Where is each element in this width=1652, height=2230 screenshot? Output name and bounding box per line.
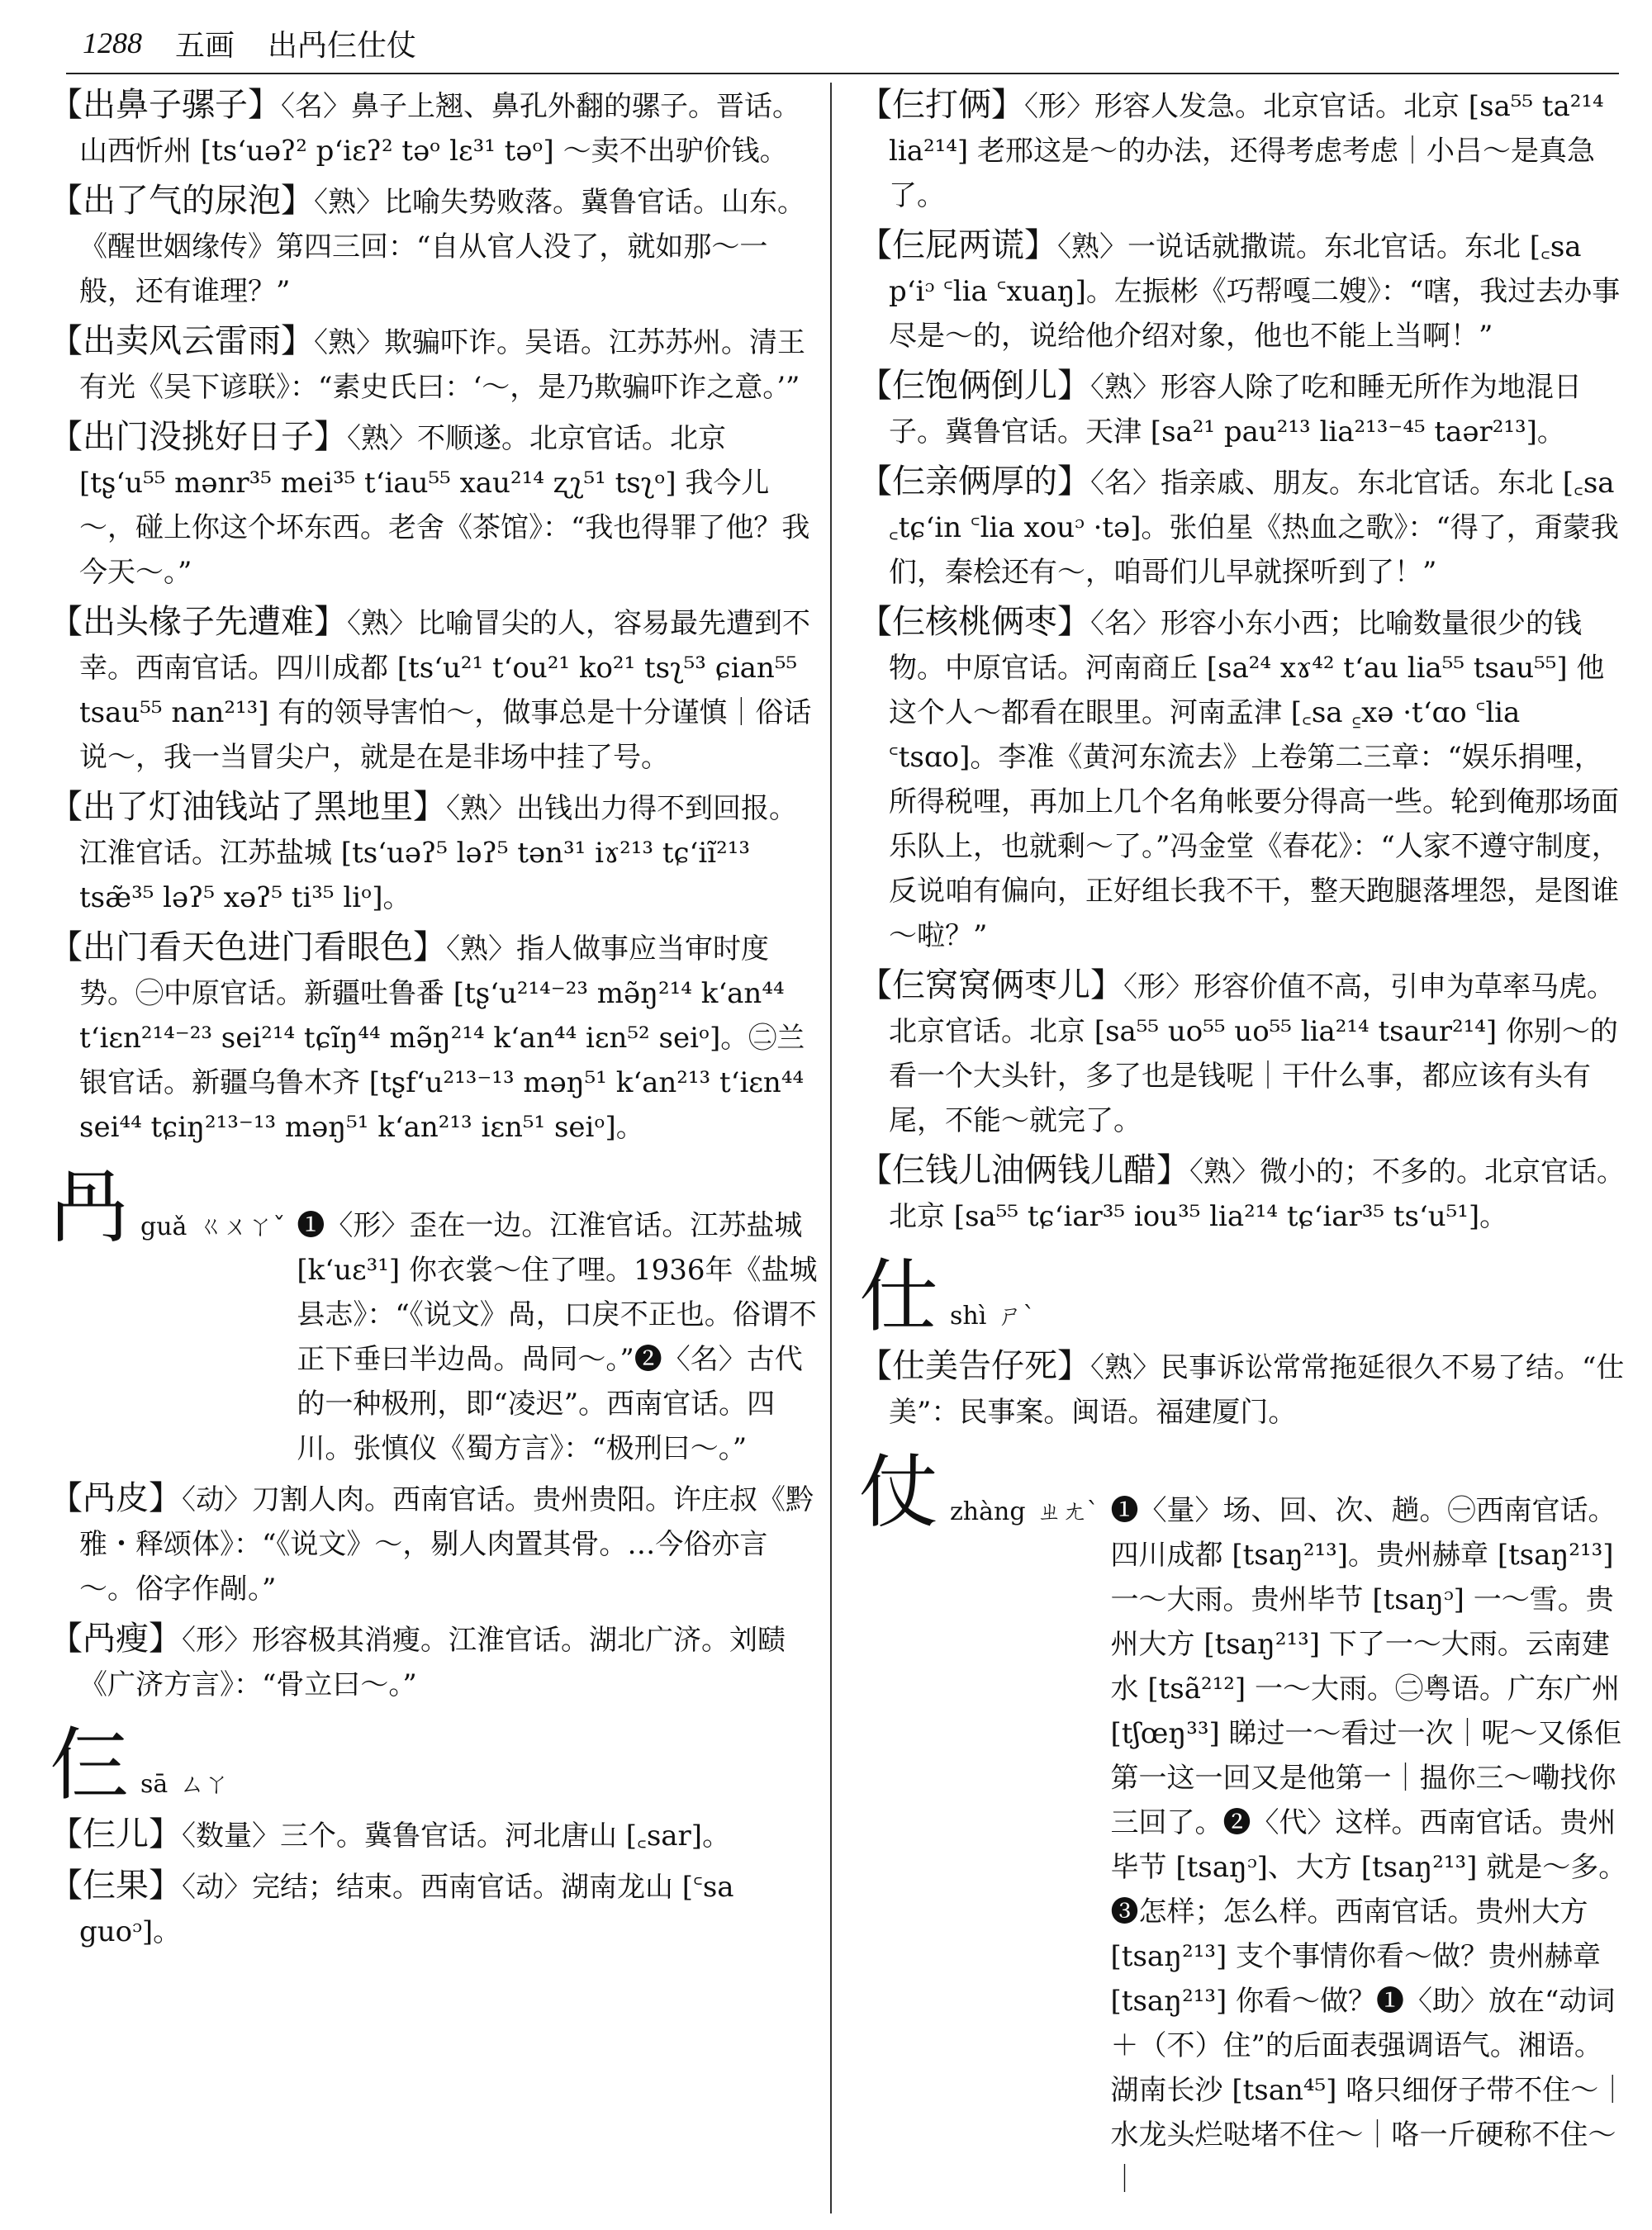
- dictionary-entry: [50, 1812, 818, 1858]
- entry-headword: 【出了灯油钱站了黑地里】: [50, 788, 446, 826]
- entry-headword: 【仨果】: [50, 1867, 182, 1905]
- entry-definition: 〈熟〉一说话就撒谎。东北官话。东北 [꜀sa pʻiᵓ ꜂lia ꜂xuaŋ]。左振彬《巧帮嘎二嫂》：“嗐，我过去办事尽是～的，说给他介绍对象，他也不能上当啊！”: [889, 230, 1621, 353]
- dictionary-entry: [859, 600, 1627, 958]
- entry-definition: 〈名〉形容小东小西；比喻数量很少的钱物。中原官话。河南商丘 [sa²⁴ xɤ⁴² tʻau lia⁵⁵ tsau⁵⁵] 他这个人～都看在眼里。河南孟津 [꜀sa ꜁xə ·tʻɑo ꜂lia ꜂tsɑo]。李准《黄河东流去》上卷第二三章：“娱乐捐哩，所得税哩，再加上几个名角帐要分得高一些。轮到俺那场面乐队上，也就剩～了。”冯金堂《春花》：“人家不遵守制度，反说咱有偏向，正好组长我不干，整天跑腿落埋怨，是图谁～啦？”: [889, 607, 1620, 952]
- entry-headword: 【出头椽子先遭难】: [50, 603, 347, 641]
- entry-headword: 【出卖风云雷雨】: [50, 322, 314, 360]
- entry-definition: 〈名〉鼻子上翘、鼻孔外翻的骡子。晋话。山西忻州 [tsʻuəʔ² pʻiɛʔ² təᵒ lɛ³¹ təᵒ] ～卖不出驴价钱。: [79, 90, 800, 168]
- entry-definition: 〈数量〉三个。冀鲁官话。河北唐山 [꜀sar]。: [182, 1820, 731, 1853]
- entry-definition: 〈熟〉不顺遂。北京官话。北京 [tʂʻu⁵⁵ mənr³⁵ mei³⁵ tʻiau⁵⁵ xau²¹⁴ ʐʅ⁵¹ tsʅᵒ] 我今儿～，碰上你这个坏东西。老舍《茶馆》：“我也得罪了他？我今天～。”: [79, 422, 810, 589]
- dictionary-entry: [859, 223, 1627, 358]
- dictionary-entry: [50, 1863, 818, 1954]
- dictionary-entry: [50, 925, 818, 1150]
- entry-headword: 【仕美告仔死】: [859, 1347, 1090, 1385]
- pinyin: shì: [950, 1302, 987, 1331]
- entry-definition: 〈名〉指亲戚、朋友。东北官话。东北 [꜀sa ꜀tɕʻin ꜂lia xouᵓ ·tə]。张伯星《热血之歌》：“得了，甭蒙我们，秦桧还有～，咱哥们儿早就探听到了！”: [889, 467, 1619, 589]
- left-column: [50, 83, 818, 2213]
- entry-headword: 【出鼻子骡子】: [50, 86, 281, 124]
- entry-headword: 【仨儿】: [50, 1815, 182, 1853]
- character-entry: [50, 1161, 818, 1471]
- entry-definition: 〈熟〉比喻冒尖的人，容易最先遭到不幸。西南官话。四川成都 [tsʻu²¹ tʻou²¹ ko²¹ tsʅ⁵³ ɕian⁵⁵ tsau⁵⁵ nan²¹³] 有的领导害怕～，做事总是十分谨慎｜俗话说～，我一当冒尖户，就是在是非场中挂了号。: [79, 607, 812, 774]
- entry-headword: 【仨饱俩倒儿】: [859, 367, 1090, 405]
- entry-headword: 【仨打俩】: [859, 86, 1024, 124]
- entry-headword: 【出门没挑好日子】: [50, 418, 347, 456]
- entry-definition: 〈形〉形容人发急。北京官话。北京 [sa⁵⁵ ta²¹⁴ lia²¹⁴] 老邢这是～的办法，还得考虑考虑｜小吕～是真急了。: [889, 90, 1604, 212]
- character-definition: ❶〈形〉歪在一边。江淮官话。江苏盐城 [kʻuɛ³¹] 你衣裳～住了哩。1936年《盐城县志》：“《说文》咼，口戾不正也。俗谓不正下垂曰半边咼。咼同～。”❷〈名〉古代的一种极刑，即“凌迟”。西南官话。四川。张慎仪《蜀方言》：“极刑曰～。”: [297, 1209, 818, 1465]
- character-headword: 冎: [50, 1161, 129, 1254]
- dictionary-entry: [50, 319, 818, 410]
- entry-headword: 【仨核桃俩枣】: [859, 603, 1090, 641]
- header-chars: 出冎仨仕仗: [268, 28, 417, 63]
- dictionary-entry: [859, 459, 1627, 595]
- right-column: [859, 83, 1627, 2213]
- entry-definition: 〈熟〉微小的；不多的。北京官话。北京 [sa⁵⁵ tɕʻiar³⁵ iou³⁵ lia²¹⁴ tɕʻiar³⁵ tsʻu⁵¹]。: [889, 1155, 1625, 1233]
- character-headword: 仕: [859, 1250, 938, 1343]
- zhuyin: ㄙㄚ: [179, 1770, 230, 1799]
- pinyin: zhàng: [950, 1497, 1026, 1526]
- entry-definition: 〈形〉形容价值不高，引申为草率马虎。北京官话。北京 [sa⁵⁵ uo⁵⁵ uo⁵⁵ lia²¹⁴ tsaur²¹⁴] 你别～的看一个大头针，多了也是钱呢｜干什么事，都应该有头有尾，不能～就完了。: [889, 970, 1618, 1137]
- header-rule: [66, 73, 1619, 74]
- dictionary-entry: [859, 363, 1627, 454]
- entry-definition: 〈动〉完结；结束。西南官话。湖南龙山 [꜂sa guoᵓ]。: [79, 1871, 734, 1948]
- dictionary-entry: [859, 1344, 1627, 1435]
- entry-definition: 〈熟〉比喻失势败落。冀鲁官话。山东。《醒世姻缘传》第四三回：“自从官人没了，就如那～一般，还有谁理？”: [79, 186, 805, 308]
- dictionary-entry: [859, 83, 1627, 218]
- dictionary-entry: [50, 785, 818, 920]
- pinyin: guǎ: [140, 1212, 188, 1241]
- entry-definition: 〈熟〉出钱出力得不到回报。江淮官话。江苏盐城 [tsʻuəʔ⁵ ləʔ⁵ tən³¹ iɤ²¹³ tɕʻiĩ²¹³ tsæ̃³⁵ ləʔ⁵ xəʔ⁵ ti³⁵ liᵒ]。: [79, 792, 797, 914]
- character-entry: [50, 1719, 818, 1811]
- entry-headword: 【出了气的尿泡】: [50, 182, 314, 220]
- dictionary-entry: [859, 1148, 1627, 1239]
- dictionary-entry: [859, 963, 1627, 1143]
- entry-headword: 【冎瘦】: [50, 1620, 182, 1658]
- dictionary-entry: [50, 415, 818, 595]
- zhuyin: ㄍㄨㄚˇ: [198, 1212, 286, 1241]
- entry-headword: 【仨钱儿油俩钱儿醋】: [859, 1151, 1189, 1189]
- entry-headword: 【仨亲俩厚的】: [859, 463, 1090, 501]
- section-label: 五画: [175, 28, 235, 63]
- dictionary-entry: [50, 600, 818, 780]
- zhuyin: ㄕˋ: [998, 1302, 1036, 1331]
- entry-definition: 〈熟〉指人做事应当审时度势。㊀中原官话。新疆吐鲁番 [tʂʻu²¹⁴⁻²³ mə̃ŋ²¹⁴ kʻan⁴⁴ tʻiɛn²¹⁴⁻²³ sei²¹⁴ tɕĩŋ⁴⁴ mə̃ŋ²¹⁴ kʻan⁴⁴ iɛn⁵² seiᵒ]。㊁兰银官话。新疆乌鲁木齐 [tʂfʻu²¹³⁻¹³ məŋ⁵¹ kʻan²¹³ tʻiɛn⁴⁴ sei⁴⁴ tɕiŋ²¹³⁻¹³ məŋ⁵¹ kʻan²¹³ iɛn⁵¹ seiᵒ]。: [79, 932, 805, 1144]
- character-entry: [859, 1446, 1627, 2202]
- entry-headword: 【冎皮】: [50, 1479, 182, 1517]
- dictionary-entry: [50, 83, 818, 173]
- dictionary-entry: [50, 178, 818, 314]
- dictionary-entry: [50, 1476, 818, 1611]
- dictionary-entry: [50, 1616, 818, 1707]
- character-headword: 仨: [50, 1719, 129, 1811]
- page-header: [83, 20, 1635, 66]
- entry-headword: 【出门看天色进门看眼色】: [50, 928, 446, 966]
- entry-headword: 【仨窝窝俩枣儿】: [859, 966, 1123, 1004]
- character-headword: 仗: [859, 1446, 938, 1539]
- pinyin: sā: [140, 1770, 169, 1799]
- entry-definition: 〈熟〉民事诉讼常常拖延很久不易了结。“仕美”：民事案。闽语。福建厦门。: [889, 1351, 1625, 1429]
- character-definition: ❶〈量〉场、回、次、趟。㊀西南官话。四川成都 [tsaŋ²¹³]。贵州赫章 [tsaŋ²¹³] 一～大雨。贵州毕节 [tsaŋᵓ] 一～雪。贵州大方 [tsaŋ²¹³] 下了一～大雨。云南建水 [tsã²¹²] 一～大雨。㊁粤语。广东广州 [tʃœŋ³³] 睇过一～看过一次｜呢～又係佢第一这一回又是他第一｜揾你三～嘞找你三回了。❷〈代〉这样。西南官话。贵州毕节 [tsaŋᵓ]、大方 [tsaŋ²¹³] 就是～多。❸怎样；怎么样。西南官话。贵州大方 [tsaŋ²¹³] 支个事情你看～做？贵州赫章 [tsaŋ²¹³] 你看～做？❶〈助〉放在“动词＋（不）住”的后面表强调语气。湘语。湖南长沙 [tsan⁴⁵] 咯只细伢子带不住～｜水龙头烂哒堵不住～｜咯一斤硬称不住～｜: [1110, 1494, 1627, 2196]
- entry-definition: 〈形〉形容极其消瘦。江淮官话。湖北广济。刘赜《广济方言》：“骨立曰～。”: [79, 1624, 786, 1701]
- entry-definition: 〈熟〉形容人除了吃和睡无所作为地混日子。冀鲁官话。天津 [sa²¹ pau²¹³ lia²¹³⁻⁴⁵ taər²¹³]。: [889, 371, 1582, 448]
- entry-definition: 〈动〉刀割人肉。西南官话。贵州贵阳。许庄叔《黔雅・释颂体》：“《说文》～，剔人肉置其骨。…今俗亦言～。俗字作剮。”: [79, 1483, 814, 1606]
- character-entry: [859, 1250, 1627, 1343]
- entry-definition: 〈熟〉欺骗吓诈。吴语。江苏苏州。清王有光《吴下谚联》：“素史氏曰：‘～，是乃欺骗吓诈之意。’”: [79, 326, 805, 404]
- column-divider: [830, 83, 832, 2213]
- page-number: 1288: [83, 26, 142, 59]
- entry-headword: 【仨屁两谎】: [859, 226, 1057, 264]
- zhuyin: ㄓㄤˋ: [1037, 1497, 1099, 1526]
